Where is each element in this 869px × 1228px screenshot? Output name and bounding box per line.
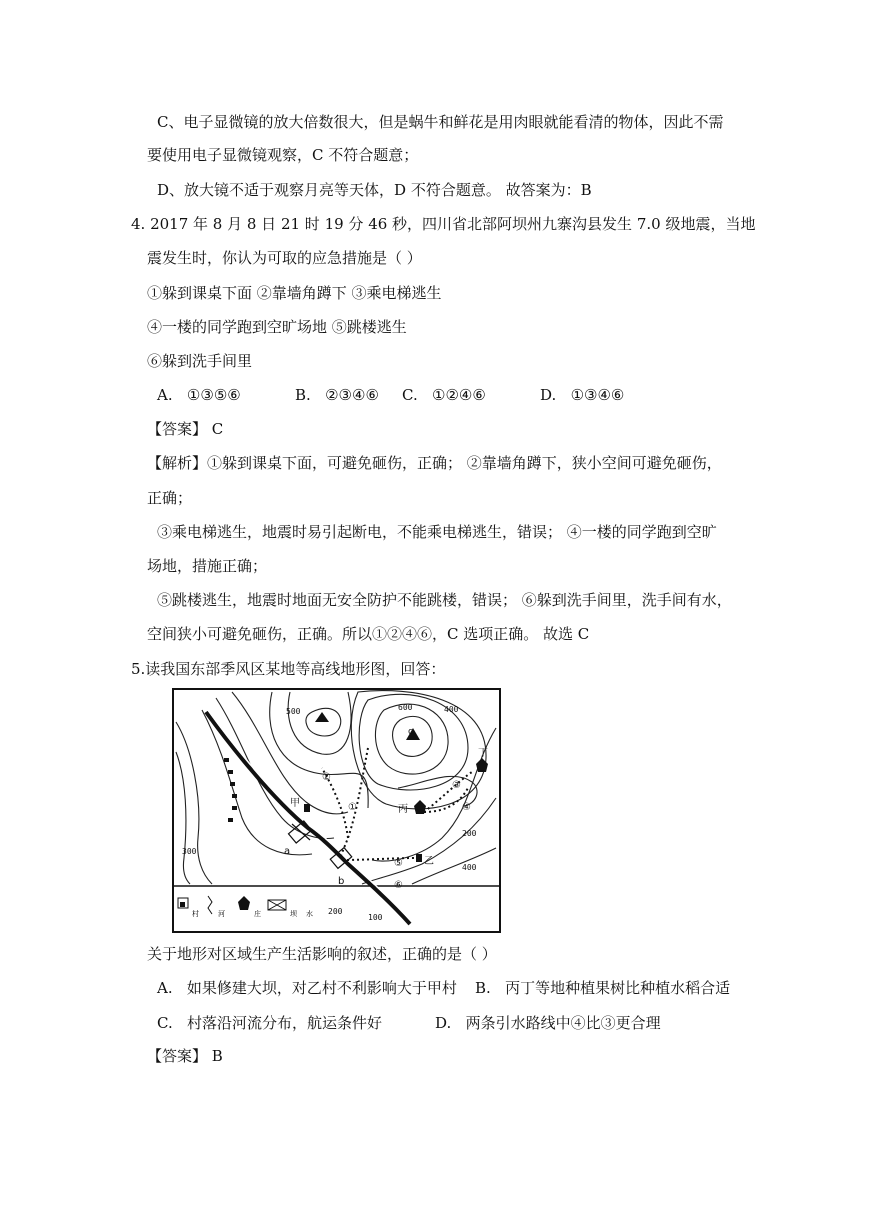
- svg-text:a: a: [284, 846, 291, 857]
- svg-text:③: ③: [452, 780, 461, 791]
- svg-text:c: c: [408, 727, 413, 737]
- q4-analysis-line4: 场地，措施正确；: [147, 557, 268, 575]
- svg-text:坝: 坝: [290, 910, 297, 918]
- svg-text:400: 400: [444, 705, 459, 714]
- q5-answer: 【答案】 B: [147, 1047, 223, 1065]
- svg-text:河: 河: [218, 910, 225, 918]
- q4-items-line2: ④一楼的同学跑到空旷场地 ⑤跳楼逃生: [147, 318, 407, 336]
- svg-text:②: ②: [322, 772, 331, 783]
- q3-option-c-line2: 要使用电子显微镜观察，C 不符合题意；: [147, 146, 419, 164]
- q5-option-a: A. 如果修建大坝，对乙村不利影响大于甲村: [157, 979, 457, 997]
- svg-text:④: ④: [462, 802, 471, 813]
- q4-analysis-line5: ⑤跳楼逃生，地震时地面无安全防护不能跳楼，错误； ⑥躲到洗手间里，洗手间有水，: [157, 591, 732, 609]
- q4-analysis-line2: 正确；: [147, 489, 193, 507]
- q4-stem-line2: 震发生时，你认为可取的应急措施是（ ）: [147, 249, 422, 267]
- q5-stem: 5.读我国东部季风区某地等高线地形图，回答：: [131, 660, 446, 678]
- svg-text:乙: 乙: [424, 856, 434, 867]
- svg-text:①: ①: [348, 802, 357, 813]
- q4-answer: 【答案】 C: [147, 420, 224, 438]
- q3-option-c-line1: C、电子显微镜的放大倍数很大，但是蜗牛和鲜花是用肉眼就能看清的物体，因此不需: [157, 113, 724, 131]
- svg-text:水: 水: [306, 910, 313, 918]
- q4-stem-line1: 4. 2017 年 8 月 8 日 21 时 19 分 46 秒，四川省北部阿坝州九寨沟县发生 7.0 级地震，当地: [131, 215, 756, 233]
- q4-analysis-line6: 空间狭小可避免砸伤，正确。所以①②④⑥，C 选项正确。 故选 C: [147, 625, 590, 643]
- svg-text:b: b: [338, 876, 345, 887]
- svg-text:庄: 庄: [254, 910, 261, 918]
- svg-text:丙: 丙: [398, 804, 408, 815]
- svg-text:200: 200: [328, 907, 343, 916]
- svg-text:600: 600: [398, 703, 413, 712]
- svg-text:丁: 丁: [478, 748, 488, 759]
- q4-items-line3: ⑥躲到洗手间里: [147, 352, 253, 370]
- q4-analysis-line1: 【解析】①躲到课桌下面，可避免砸伤，正确； ②靠墙角蹲下，狭小空间可避免砸伤，: [147, 454, 722, 472]
- svg-text:甲: 甲: [290, 798, 300, 809]
- svg-text:200: 200: [462, 829, 477, 838]
- svg-text:村: 村: [192, 910, 199, 918]
- svg-text:500: 500: [286, 707, 301, 716]
- q4-option-c: C. ①②④⑥: [402, 386, 486, 404]
- svg-text:100: 100: [368, 913, 383, 922]
- q4-option-a: A. ①③⑤⑥: [157, 386, 241, 404]
- q4-option-b: B. ②③④⑥: [295, 386, 379, 404]
- q5-option-d: D. 两条引水路线中④比③更合理: [435, 1014, 661, 1032]
- svg-text:300: 300: [182, 847, 197, 856]
- q3-option-d-line: D、放大镜不适于观察月亮等天体，D 不符合题意。 故答案为：B: [157, 181, 592, 199]
- q4-items-line1: ①躲到课桌下面 ②靠墙角蹲下 ③乘电梯逃生: [147, 284, 442, 302]
- q5-option-b: B. 丙丁等地种植果树比种植水稻合适: [475, 979, 731, 997]
- q4-analysis-line3: ③乘电梯逃生，地震时易引起断电，不能乘电梯逃生，错误； ④一楼的同学跑到空旷: [157, 523, 717, 541]
- svg-text:⑤: ⑤: [394, 858, 403, 869]
- q4-option-d: D. ①③④⑥: [540, 386, 625, 404]
- svg-text:⑥: ⑥: [394, 880, 403, 891]
- q5-question: 关于地形对区域生产生活影响的叙述，正确的是（ ）: [147, 945, 497, 963]
- q5-option-c: C. 村落沿河流分布，航运条件好: [157, 1014, 383, 1032]
- svg-text:400: 400: [462, 863, 477, 872]
- contour-map: [172, 688, 502, 934]
